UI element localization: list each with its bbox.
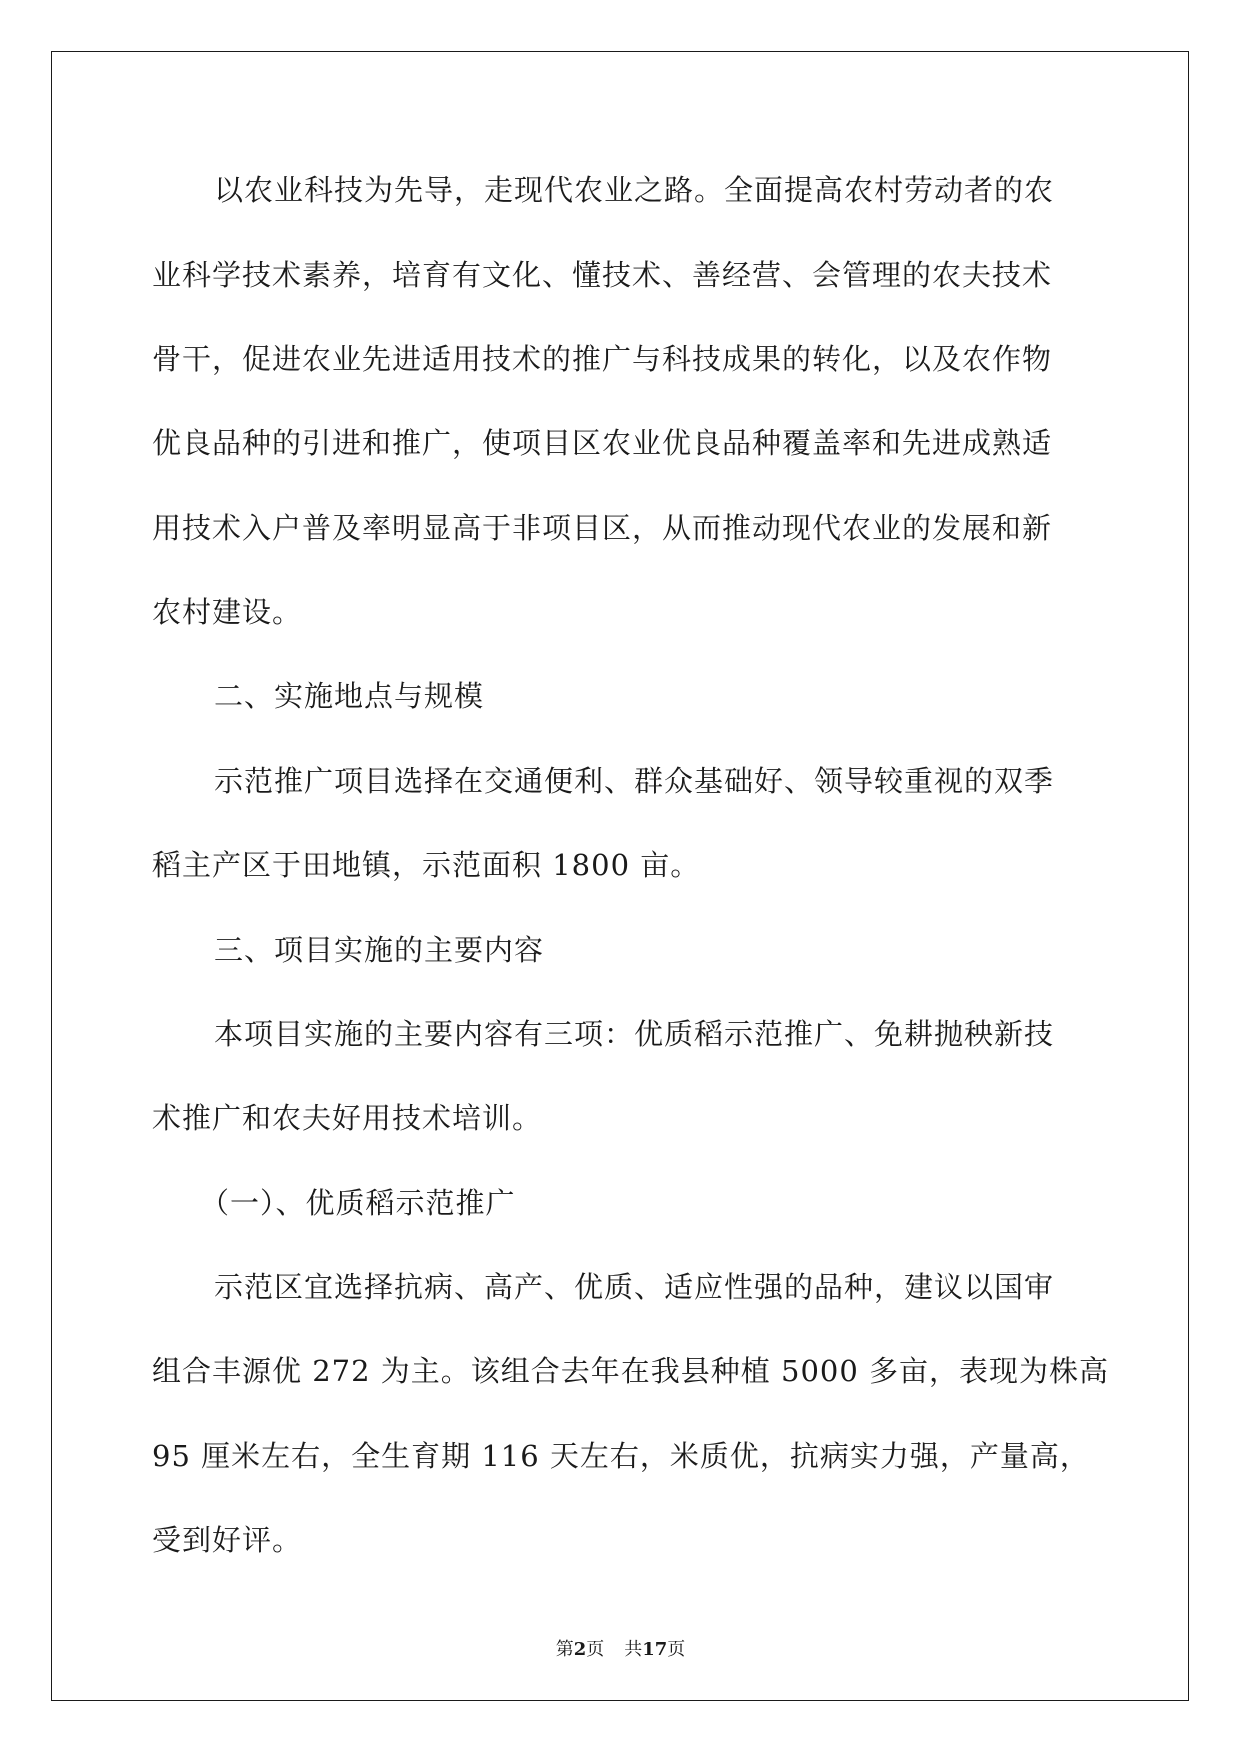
paragraph-line: 受到好评。 <box>152 1523 303 1557</box>
section-heading: 二、实施地点与规模 <box>214 679 485 713</box>
paragraph-line: 示范区宜选择抗病、高产、优质、适应性强的品种，建议以国审 <box>214 1270 1055 1304</box>
paragraph-line: 以农业科技为先导，走现代农业之路。全面提高农村劳动者的农 <box>214 173 1055 207</box>
paragraph-line: 示范推广项目选择在交通便利、群众基础好、领导较重视的双季 <box>214 764 1055 798</box>
paragraph-line: 用技术入户普及率明显高于非项目区，从而推动现代农业的发展和新 <box>152 511 1053 545</box>
paragraph-line: 农村建设。 <box>152 595 303 629</box>
page-label-prefix: 第 <box>555 1639 574 1660</box>
subsection-heading: （一）、优质稻示范推广 <box>200 1186 516 1220</box>
paragraph-line: 95 厘米左右，全生育期 116 天左右，米质优，抗病实力强，产量高， <box>152 1439 1090 1473</box>
paragraph-line: 优良品种的引进和推广，使项目区农业优良品种覆盖率和先进成熟适 <box>152 426 1053 460</box>
paragraph-line: 术推广和农夫好用技术培训。 <box>152 1101 543 1135</box>
paragraph-line: 组合丰源优 272 为主。该组合去年在我县种植 5000 多亩，表现为株高 <box>152 1354 1110 1388</box>
page-number: 2 <box>573 1639 587 1660</box>
page-footer <box>0 1638 1241 1662</box>
total-label-prefix: 共 <box>624 1639 643 1660</box>
paragraph-line: 稻主产区于田地镇，示范面积 1800 亩。 <box>152 848 701 882</box>
paragraph-line: 骨干，促进农业先进适用技术的推广与科技成果的转化，以及农作物 <box>152 342 1053 376</box>
paragraph-line: 本项目实施的主要内容有三项：优质稻示范推广、免耕抛秧新技 <box>214 1017 1055 1051</box>
total-label-suffix: 页 <box>667 1639 686 1660</box>
section-heading: 三、项目实施的主要内容 <box>214 933 545 967</box>
total-pages: 17 <box>642 1639 668 1660</box>
page-label-suffix: 页 <box>586 1639 605 1660</box>
paragraph-line: 业科学技术素养，培育有文化、懂技术、善经营、会管理的农夫技术 <box>152 258 1053 292</box>
